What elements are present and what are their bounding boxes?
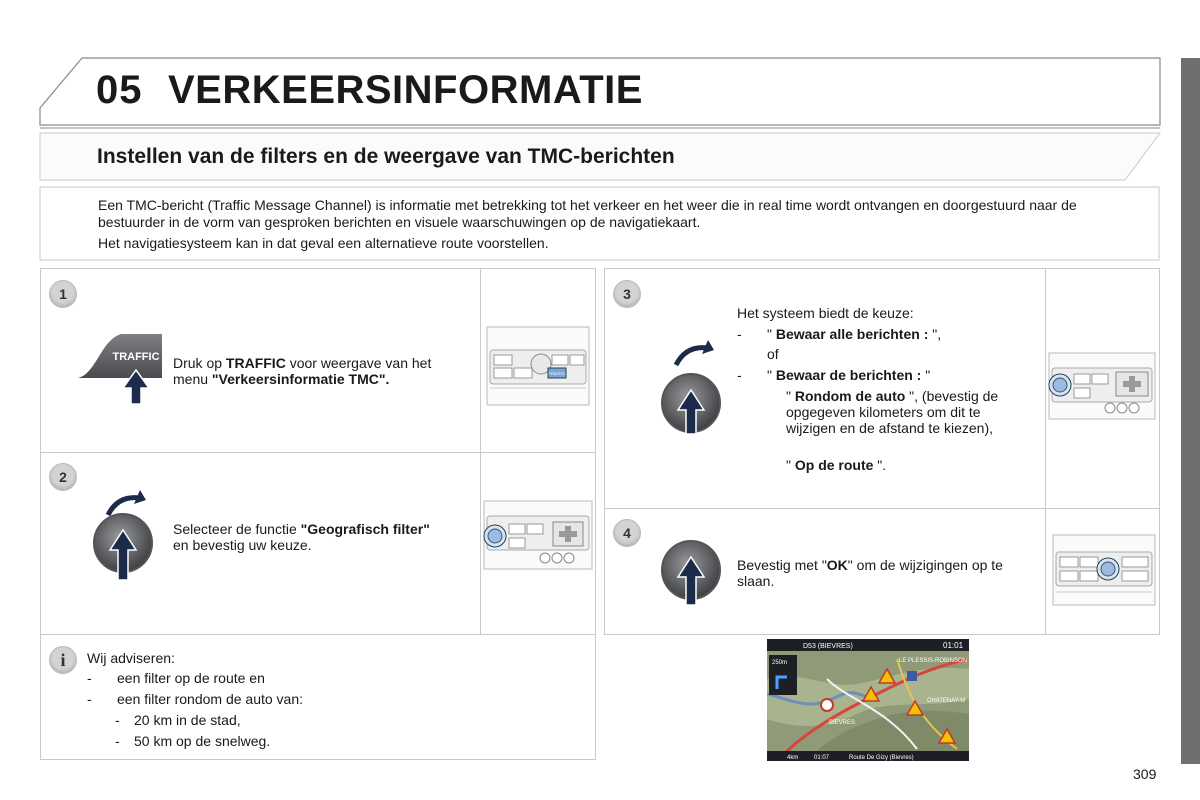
step-3-or: of [767,346,779,362]
intro-text [98,197,1098,256]
step-3-sub-option-1: " Rondom de auto ", (bevestig de opgegeven kilometers om dit te wijzigen en de afstand te kiezen), [786,388,999,436]
advice-sub-dash-1: - [115,712,120,728]
map-scale: 250m [772,660,788,666]
map-place-3: CHATENAY-M [927,698,966,704]
rotary-knob-illustration-3 [656,340,736,435]
traffic-button-label: TRAFFIC [112,351,160,363]
rotary-knob-illustration-2 [88,490,168,585]
advice-dash-1: - [87,670,92,686]
navigation-map-screenshot [767,639,969,761]
advice-sub-dash-2: - [115,733,120,749]
radio-unit-image-4 [1052,534,1156,606]
advice-item-2: een filter rondom de auto van: [117,691,304,707]
radio-unit-image-1 [486,326,590,406]
step-1-text: Druk op TRAFFIC voor weergave van het menu "Verkeersinformatie TMC". [173,355,432,387]
step-3-dash-2: - [737,367,742,383]
intro-paragraph-1: Een TMC-bericht (Traffic Message Channel) is informatie met betrekking tot het verkeer en het weer die in real time wordt ontvangen en doorgestuurd naar de bestuurder in de vorm van gesproken berichten en visuele waarschuwingen op de navigatiekaart. [98,197,1077,230]
step-3-option-1: " Bewaar alle berichten : ", [767,326,942,342]
step-3-badge: 3 [613,280,641,308]
step-4-text: Bevestig met "OK" om de wijzigingen op te slaan. [737,557,1003,589]
step-3-sub-option-2: " Op de route ". [786,457,887,473]
step-3-dash-1: - [737,326,742,342]
advice-sub-item-2: 50 km op de snelweg. [134,733,271,749]
page-number: 309 [1133,766,1157,782]
step-2-text: Selecteer de functie "Geografisch filter" en bevestig uw keuze. [173,521,430,553]
step-3-option-2: " Bewaar de berichten : " [767,367,931,383]
ok-knob-illustration [658,537,724,609]
map-position-icon [821,699,833,711]
advice-item-1: een filter op de route en [117,670,265,686]
map-place-1: LE PLESSIS-ROBINSON [899,658,968,664]
radio-unit-image-2 [483,500,593,570]
step-3-intro: Het systeem biedt de keuze: [737,305,914,321]
advice-sub-item-1: 20 km in de stad, [134,712,241,728]
chapter-title: VERKEERSINFORMATIE [168,68,643,112]
advice-dash-2: - [87,691,92,707]
radio-unit-image-3 [1048,352,1156,420]
intro-paragraph-2: Het navigatiesysteem kan in dat geval een alternatieve route voorstellen. [98,235,549,251]
map-bottom-distance: 4km [787,755,799,761]
step-2-badge: 2 [49,463,77,491]
map-road-label: D53 (BIEVRES) [803,643,853,650]
advice-heading: Wij adviseren: [87,650,175,666]
traffic-button-illustration [76,330,166,406]
map-bottom-time: 01:07 [814,755,830,761]
chapter-side-tab [1181,58,1200,764]
svg-text:TRAFFIC: TRAFFIC [548,371,566,376]
info-icon: i [49,646,77,674]
map-place-2: BIEVRES [829,720,856,726]
map-parking-icon [907,671,917,681]
map-clock: 01:01 [943,641,964,650]
chapter-number: 05 [96,68,143,112]
section-title: Instellen van de filters en de weergave van TMC-berichten [97,145,675,168]
map-bottom-road: Route De Gizy (Bievres) [849,755,914,761]
step-1-badge: 1 [49,280,77,308]
step-4-badge: 4 [613,519,641,547]
